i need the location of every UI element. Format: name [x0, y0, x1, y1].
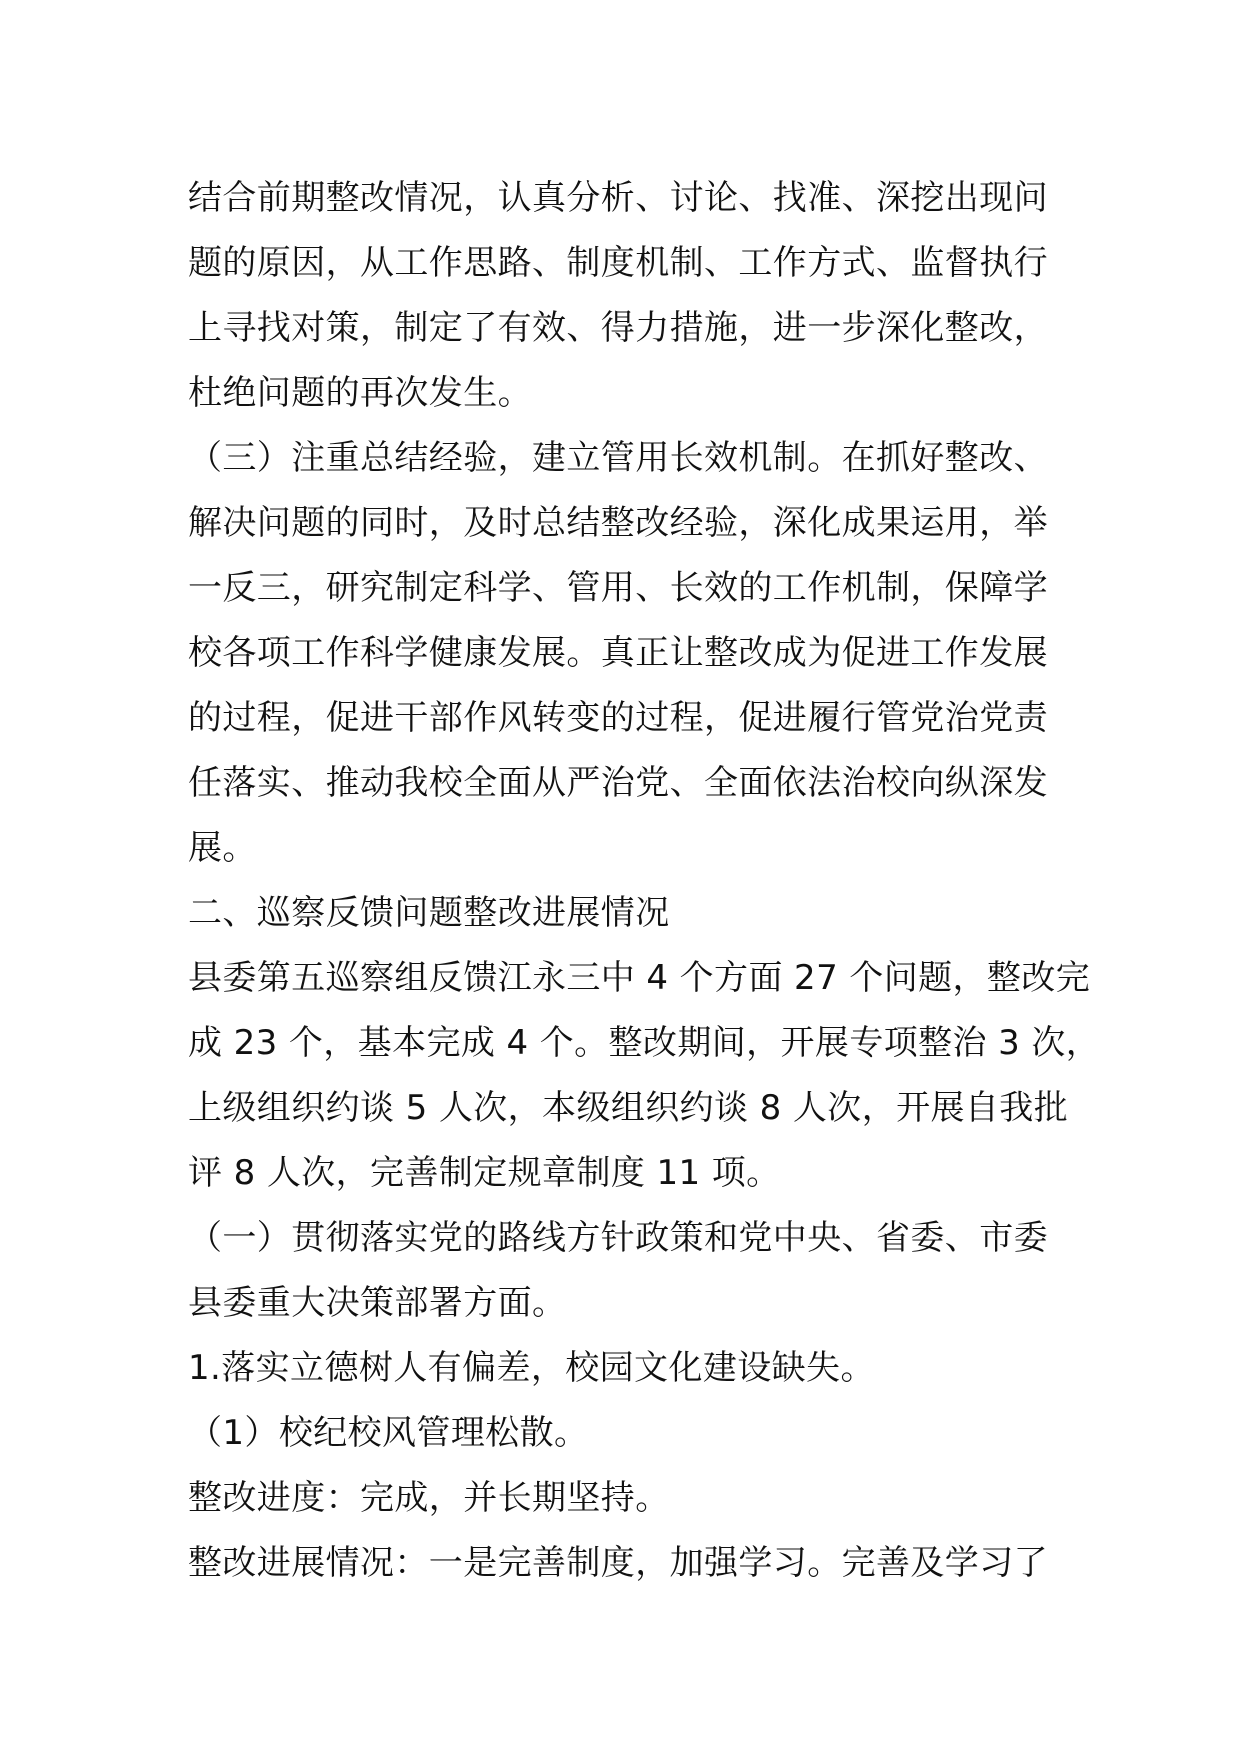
text-line: 评 8 人次，完善制定规章制度 11 项。 — [188, 1153, 781, 1193]
text-line: 县委第五巡察组反馈江永三中 4 个方面 27 个问题，整改完 — [188, 958, 1091, 998]
section-heading: 二、巡察反馈问题整改进展情况 — [188, 893, 670, 933]
section-heading: （一）贯彻落实党的路线方针政策和党中央、省委、市委 — [188, 1218, 1048, 1258]
text-line: 展。 — [188, 828, 257, 868]
text-line: 县委重大决策部署方面。 — [188, 1283, 567, 1323]
subsection-heading: 1.落实立德树人有偏差，校园文化建设缺失。 — [188, 1348, 875, 1388]
text-line: 解决问题的同时，及时总结整改经验，深化成果运用，举 — [188, 503, 1048, 543]
text-line: 校各项工作科学健康发展。真正让整改成为促进工作发展 — [188, 633, 1048, 673]
text-line: 整改进度：完成，并长期坚持。 — [188, 1478, 670, 1518]
text-line: 成 23 个，基本完成 4 个。整改期间，开展专项整治 3 次， — [188, 1023, 1101, 1063]
text-line: 上寻找对策，制定了有效、得力措施，进一步深化整改， — [188, 308, 1048, 348]
text-line: 任落实、推动我校全面从严治党、全面依法治校向纵深发 — [188, 763, 1048, 803]
item-heading: （1）校纪校风管理松散。 — [188, 1413, 589, 1453]
text-line: 杜绝问题的再次发生。 — [188, 373, 532, 413]
text-line: 一反三，研究制定科学、管用、长效的工作机制，保障学 — [188, 568, 1048, 608]
text-line: 上级组织约谈 5 人次，本级组织约谈 8 人次，开展自我批 — [188, 1088, 1069, 1128]
text-line: 结合前期整改情况，认真分析、讨论、找准、深挖出现问 — [188, 178, 1048, 218]
text-line: 的过程，促进干部作风转变的过程，促进履行管党治党责 — [188, 698, 1048, 738]
document-body — [188, 166, 1101, 1596]
section-heading: （三）注重总结经验，建立管用长效机制。在抓好整改、 — [188, 438, 1048, 478]
text-line: 题的原因，从工作思路、制度机制、工作方式、监督执行 — [188, 243, 1048, 283]
text-line: 整改进展情况：一是完善制度，加强学习。完善及学习了 — [188, 1543, 1048, 1583]
